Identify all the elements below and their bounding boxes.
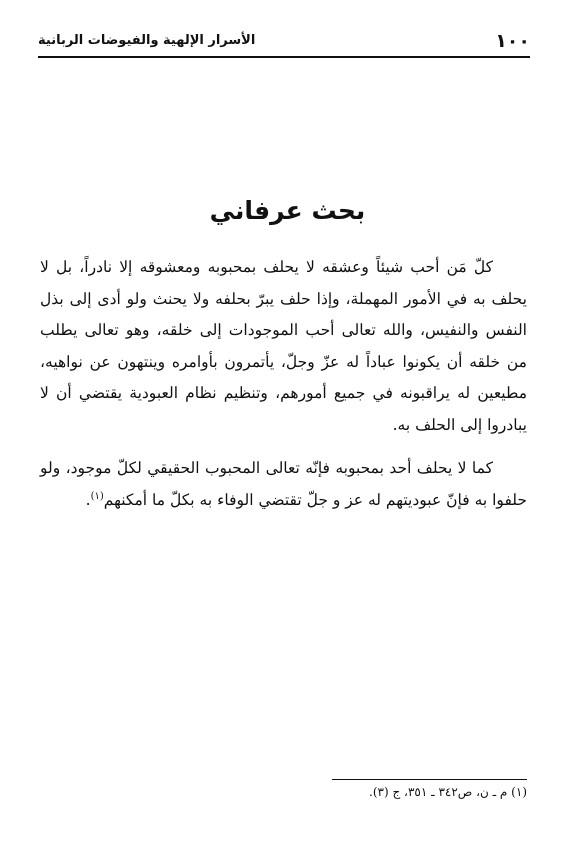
- paragraph-2-text: كما لا يحلف أحد بمحبوبه فإنّه تعالى المحبوب الحقيقي لكلّ موجود، ولو حلفوا به فإنّ عبوديتهم له عز و جلّ تقتضي الوفاء به بكلّ ما أمكنهم: [40, 459, 527, 509]
- footnote-reference: (١): [90, 490, 104, 502]
- page-number: ١٠٠: [495, 30, 530, 52]
- paragraph-2: [40, 453, 527, 516]
- closing-mark: .: [85, 490, 91, 509]
- footnote: (١) م ـ ن، ص٣٤٢ ـ ٣٥١، ج (٣).: [369, 785, 527, 799]
- body-text: [40, 252, 527, 516]
- footnote-divider: [332, 779, 527, 780]
- header-divider: [38, 56, 530, 58]
- page-header: [38, 30, 530, 56]
- section-title: بحث عرفاني: [209, 196, 366, 225]
- paragraph-1: كلّ مَن أحب شيئاً وعشقه لا يحلف بمحبوبه ومعشوقه إلا نادراً، بل لا يحلف به في الأمور المهملة، وإذا حلف يبرّ بحلفه ولا يحنث ولو أدى إلى بذل النفس والنفيس، والله تعالى أحب الموجودات إلى خلقه، وهو تعالى يطلب من خلقه أن يكونوا عباداً له عزّ وجلّ، يأتمرون بأوامره وينتهون عن نواهيه، مطيعين له يراقبونه في جميع أمورهم، وتنظيم نظام العبودية يقتضي أن لا يبادروا إلى الحلف به.: [40, 258, 527, 434]
- running-title: الأسرار الإلهية والفيوضات الربانية: [38, 33, 256, 48]
